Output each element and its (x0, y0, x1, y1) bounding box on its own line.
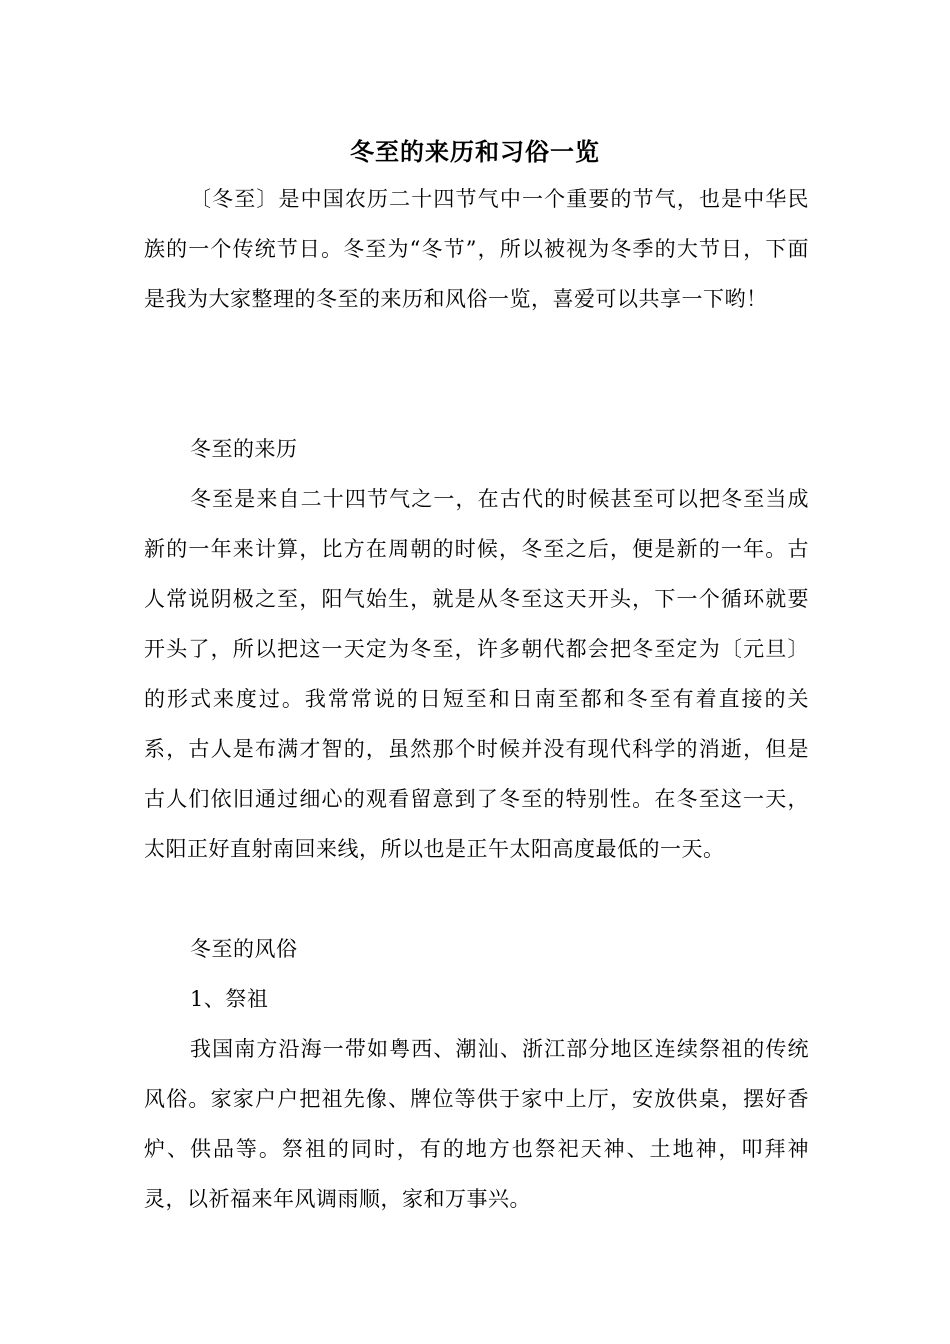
origin-paragraph: 冬至是来自二十四节气之一，在古代的时候甚至可以把冬至当成新的一年来计算，比方在周朝的时候，冬至之后，便是新的一年。古人常说阴极之至，阳气始生，就是从冬至这天开头，下一个循环就要开头了，所以把这一天定为冬至，许多朝代都会把冬至定为〔元旦〕的形式来度过。我常常说的日短至和日南至都和冬至有着直接的关系，古人是布满才智的，虽然那个时候并没有现代科学的消逝，但是古人们依旧通过细心的观看留意到了冬至的特别性。在冬至这一天，太阳正好直射南回来线，所以也是正午太阳高度最低的一天。 (144, 487, 809, 861)
section-heading-origin: 冬至的来历 (190, 437, 298, 461)
ancestor-worship-paragraph: 我国南方沿海一带如粤西、潮汕、浙江部分地区连续祭祖的传统风俗。家家户户把祖先像、牌位等供于家中上厅，安放供桌，摆好香炉、供品等。祭祖的同时，有的地方也祭祀天神、土地神，叩拜神灵，以祈福来年风调雨顺，家和万事兴。 (144, 1037, 809, 1211)
intro-paragraph: 〔冬至〕是中国农历二十四节气中一个重要的节气，也是中华民族的一个传统节日。冬至为“冬节”，所以被视为冬季的大节日，下面是我为大家整理的冬至的来历和风俗一览，喜爱可以共享一下哟！ (144, 187, 809, 311)
section-heading-customs: 冬至的风俗 (190, 937, 298, 961)
custom-heading-ancestor-worship: 1、祭祖 (190, 987, 269, 1011)
document-title: 冬至的来历和习俗一览 (350, 137, 600, 166)
